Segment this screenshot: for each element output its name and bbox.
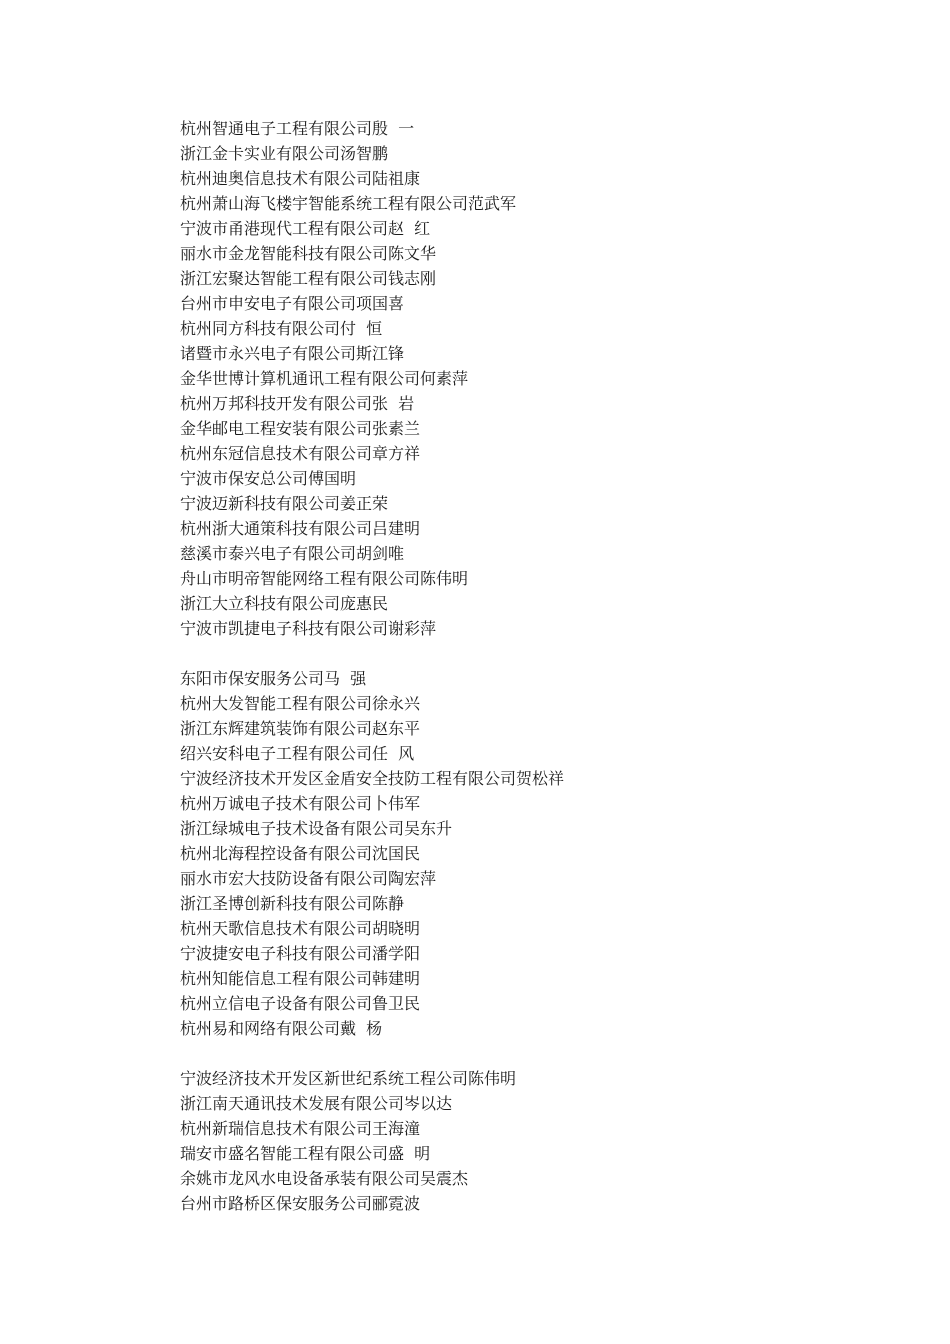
list-item: 台州市申安电子有限公司项国喜 (180, 294, 405, 313)
list-item: 杭州浙大通策科技有限公司吕建明 (180, 519, 421, 538)
list-item: 杭州万诚电子技术有限公司卜伟军 (180, 794, 421, 813)
list-item: 宁波迈新科技有限公司姜正荣 (180, 494, 389, 513)
list-item: 杭州东冠信息技术有限公司章方祥 (180, 444, 421, 463)
list-item: 浙江宏聚达智能工程有限公司钱志刚 (180, 269, 437, 288)
list-item: 台州市路桥区保安服务公司郦霓波 (180, 1194, 421, 1213)
list-item: 杭州迪奥信息技术有限公司陆祖康 (180, 169, 421, 188)
list-item: 丽水市宏大技防设备有限公司陶宏萍 (180, 869, 437, 888)
list-item: 浙江南天通讯技术发展有限公司岑以达 (180, 1094, 453, 1113)
list-item: 杭州知能信息工程有限公司韩建明 (180, 969, 421, 988)
list-item: 杭州天歌信息技术有限公司胡晓明 (180, 919, 421, 938)
list-item: 杭州智通电子工程有限公司殷 一 (180, 119, 415, 138)
list-item: 宁波市保安总公司傅国明 (180, 469, 357, 488)
company-contact-list (180, 116, 900, 1241)
list-item: 杭州新瑞信息技术有限公司王海潼 (180, 1119, 421, 1138)
list-item: 诸暨市永兴电子有限公司斯江锋 (180, 344, 405, 363)
list-item: 宁波捷安电子科技有限公司潘学阳 (180, 944, 421, 963)
list-item: 宁波市凯捷电子科技有限公司谢彩萍 (180, 619, 437, 638)
list-item: 宁波经济技术开发区金盾安全技防工程有限公司贺松祥 (180, 769, 565, 788)
list-item: 杭州立信电子设备有限公司鲁卫民 (180, 994, 421, 1013)
list-item: 金华邮电工程安装有限公司张素兰 (180, 419, 421, 438)
list-item: 丽水市金龙智能科技有限公司陈文华 (180, 244, 437, 263)
list-item: 浙江金卡实业有限公司汤智鹏 (180, 144, 389, 163)
list-item: 慈溪市泰兴电子有限公司胡剑唯 (180, 544, 405, 563)
entry-group-2 (180, 666, 900, 1041)
list-item: 杭州萧山海飞楼宇智能系统工程有限公司范武军 (180, 194, 517, 213)
list-item: 杭州大发智能工程有限公司徐永兴 (180, 694, 421, 713)
list-item: 宁波经济技术开发区新世纪系统工程公司陈伟明 (180, 1069, 517, 1088)
list-item: 绍兴安科电子工程有限公司任 风 (180, 744, 415, 763)
list-item: 杭州易和网络有限公司戴 杨 (180, 1019, 383, 1038)
list-item: 金华世博计算机通讯工程有限公司何素萍 (180, 369, 469, 388)
entry-group-3 (180, 1066, 900, 1216)
list-item: 东阳市保安服务公司马 强 (180, 669, 367, 688)
entry-group-1 (180, 116, 900, 641)
list-item: 浙江圣博创新科技有限公司陈静 (180, 894, 405, 913)
list-item: 浙江绿城电子技术设备有限公司吴东升 (180, 819, 453, 838)
list-item: 瑞安市盛名智能工程有限公司盛 明 (180, 1144, 431, 1163)
list-item: 杭州万邦科技开发有限公司张 岩 (180, 394, 415, 413)
list-item: 杭州北海程控设备有限公司沈国民 (180, 844, 421, 863)
list-item: 浙江大立科技有限公司庞惠民 (180, 594, 389, 613)
list-item: 宁波市甬港现代工程有限公司赵 红 (180, 219, 431, 238)
list-item: 杭州同方科技有限公司付 恒 (180, 319, 383, 338)
list-item: 舟山市明帝智能网络工程有限公司陈伟明 (180, 569, 469, 588)
list-item: 浙江东辉建筑装饰有限公司赵东平 (180, 719, 421, 738)
list-item: 余姚市龙风水电设备承装有限公司吴震杰 (180, 1169, 469, 1188)
